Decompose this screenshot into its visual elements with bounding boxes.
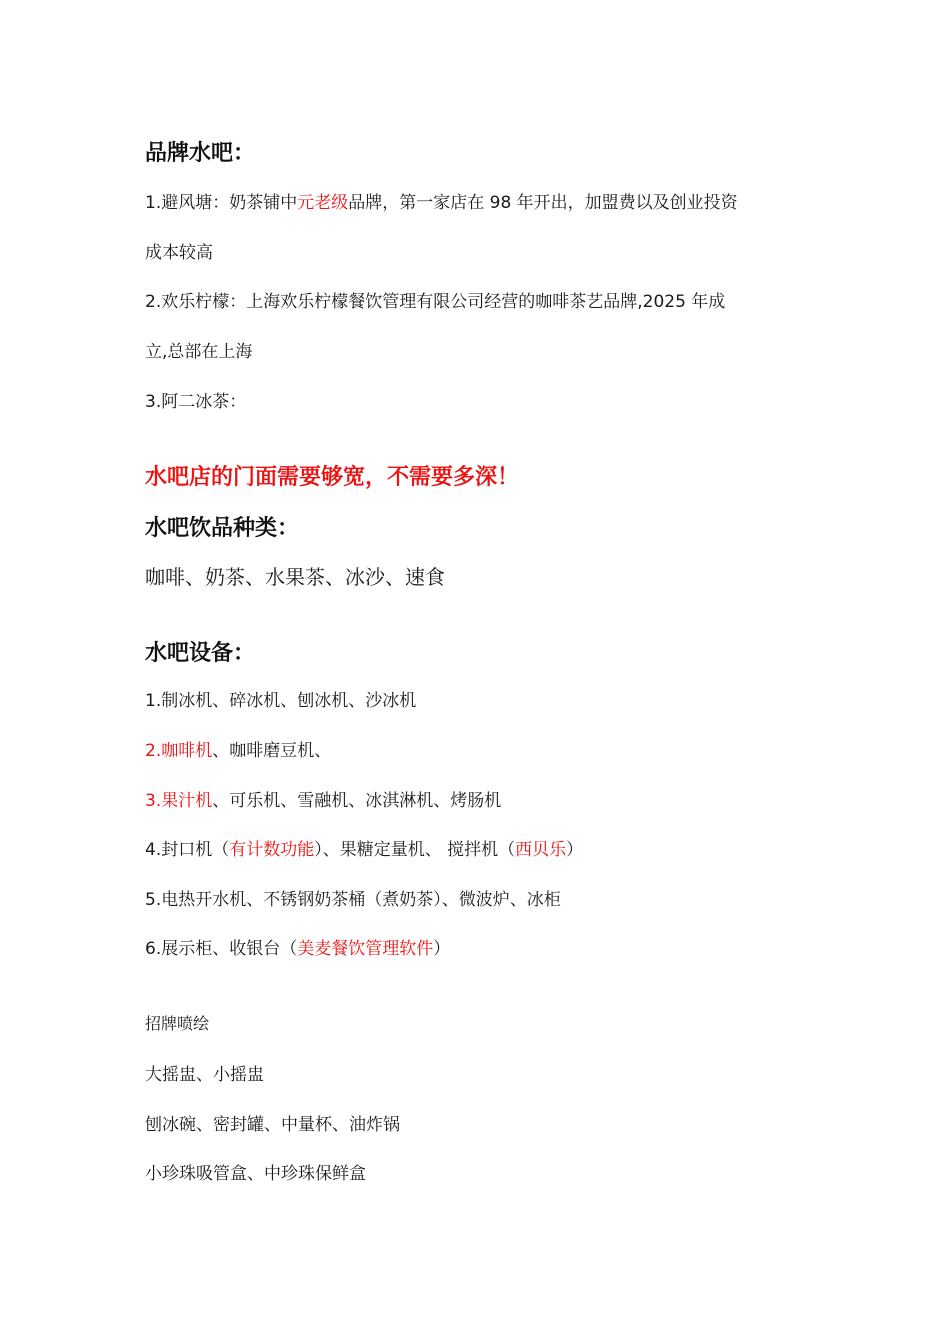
misc-shakers: 大摇盅、小摇盅: [145, 1065, 264, 1085]
equipment-item-3-highlight: 果汁机: [161, 791, 213, 811]
equipment-item-6-highlight: 美麦餐饮管理软件: [297, 939, 434, 959]
equipment-item-6-text-b: ）: [433, 939, 451, 959]
brand-item-2-line-2: 立,总部在上海: [145, 342, 253, 362]
equipment-item-4-text-c: ）: [566, 840, 584, 860]
brand-item-3: 3.阿二冰茶：: [145, 392, 247, 412]
equipment-item-2: [145, 736, 331, 761]
brand-item-1-line-1: [145, 188, 738, 213]
equipment-heading: 水吧设备：: [145, 641, 256, 666]
brand-item-2-line-1: 2.欢乐柠檬：上海欢乐柠檬餐饮管理有限公司经营的咖啡茶艺品牌,2025 年成: [145, 292, 726, 312]
equipment-item-4-highlight-1: 有计数功能: [229, 840, 315, 860]
drinks-heading: 水吧饮品种类：: [145, 516, 300, 541]
equipment-item-6: [145, 934, 450, 959]
equipment-item-5: 5.电热开水机、不锈钢奶茶桶（煮奶茶）、微波炉、冰柜: [145, 890, 561, 910]
equipment-item-3-rest: 、可乐机、雪融机、冰淇淋机、烤肠机: [212, 791, 502, 811]
drinks-list: 咖啡、奶茶、水果茶、冰沙、速食: [145, 565, 445, 589]
equipment-item-3-num: 3.: [145, 791, 162, 811]
equipment-item-2-num: 2.: [145, 741, 162, 761]
equipment-item-4-highlight-2: 西贝乐: [515, 840, 567, 860]
equipment-item-1: 1.制冰机、碎冰机、刨冰机、沙冰机: [145, 691, 417, 711]
brand-item-1-line-2: 成本较高: [145, 243, 213, 263]
equipment-item-4: [145, 835, 583, 860]
equipment-item-3: [145, 786, 501, 811]
equipment-item-4-text-a: 4.封口机（: [145, 840, 230, 860]
misc-boxes: 小珍珠吸管盒、中珍珠保鲜盒: [145, 1164, 366, 1184]
equipment-item-2-rest: 、咖啡磨豆机、: [212, 741, 332, 761]
brand-item-1-text-a: 1.避风塘：奶茶铺中: [145, 193, 298, 213]
equipment-item-4-text-b: ）、果糖定量机、 搅拌机（: [314, 840, 516, 860]
storefront-note: 水吧店的门面需要够宽，不需要多深！: [145, 465, 520, 490]
misc-signage: 招牌喷绘: [145, 1014, 210, 1033]
brands-heading: 品牌水吧：: [145, 141, 256, 166]
misc-containers: 刨冰碗、密封罐、中量杯、油炸锅: [145, 1115, 400, 1135]
equipment-item-6-text-a: 6.展示柜、收银台（: [145, 939, 298, 959]
equipment-item-2-highlight: 咖啡机: [161, 741, 213, 761]
brand-item-1-text-b: 品牌，第一家店在 98 年开出，加盟费以及创业投资: [348, 193, 738, 213]
brand-item-1-highlight: 元老级: [297, 193, 349, 213]
